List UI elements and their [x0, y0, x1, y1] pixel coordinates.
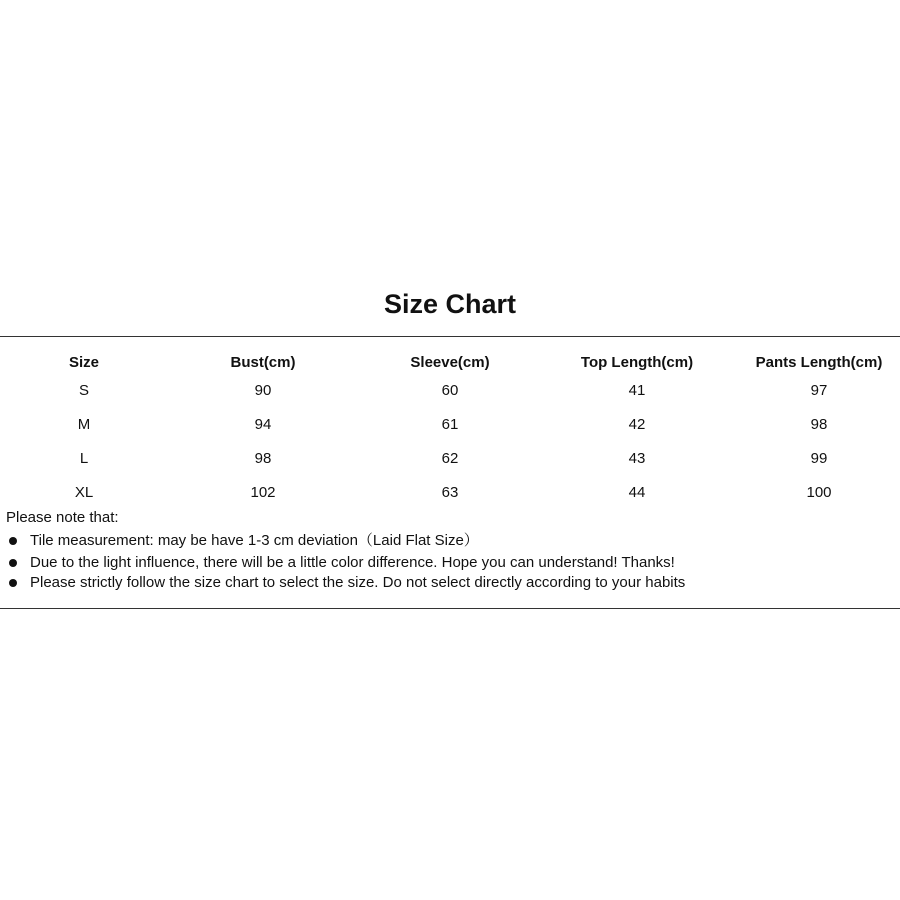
note-text: Please strictly follow the size chart to select the size. Do not select directly according to your habits — [30, 574, 686, 591]
table-header-row — [0, 348, 900, 378]
bullet-icon — [9, 537, 17, 545]
note-text: Due to the light influence, there will be a little color difference. Hope you can understand! Thanks! — [30, 554, 675, 571]
cell-bust: 102 — [250, 484, 276, 501]
cell-bust: 90 — [254, 382, 272, 399]
cell-pants-length: 98 — [810, 416, 828, 433]
cell-top-length: 42 — [628, 416, 646, 433]
cell-sleeve: 61 — [441, 416, 459, 433]
header-sleeve: Sleeve(cm) — [410, 354, 490, 371]
header-size: Size — [68, 354, 99, 371]
size-table — [0, 348, 900, 514]
table-row — [0, 378, 900, 412]
page-title: Size Chart — [383, 289, 517, 319]
note-item — [6, 573, 685, 593]
cell-sleeve: 60 — [441, 382, 459, 399]
cell-bust: 98 — [254, 450, 272, 467]
cell-pants-length: 100 — [806, 484, 832, 501]
cell-top-length: 43 — [628, 450, 646, 467]
cell-top-length: 41 — [628, 382, 646, 399]
cell-size: S — [78, 382, 89, 399]
header-pants-length: Pants Length(cm) — [755, 354, 883, 371]
table-row — [0, 412, 900, 446]
cell-sleeve: 62 — [441, 450, 459, 467]
bullet-icon — [9, 579, 17, 587]
bottom-divider — [0, 608, 900, 609]
note-text: Tile measurement: may be have 1-3 cm deviation（Laid Flat Size） — [30, 532, 479, 549]
cell-size: L — [79, 450, 89, 467]
cell-pants-length: 99 — [810, 450, 828, 467]
table-row — [0, 446, 900, 480]
header-bust: Bust(cm) — [230, 354, 296, 371]
cell-top-length: 44 — [628, 484, 646, 501]
cell-size: M — [77, 416, 91, 433]
cell-size: XL — [74, 484, 94, 501]
top-divider — [0, 336, 900, 337]
notes-intro: Please note that: — [6, 509, 119, 526]
note-item — [6, 553, 685, 573]
bullet-icon — [9, 559, 17, 567]
header-top-length: Top Length(cm) — [580, 354, 694, 371]
cell-sleeve: 63 — [441, 484, 459, 501]
note-item — [6, 531, 685, 551]
cell-bust: 94 — [254, 416, 272, 433]
notes-section — [6, 508, 685, 593]
cell-pants-length: 97 — [810, 382, 828, 399]
